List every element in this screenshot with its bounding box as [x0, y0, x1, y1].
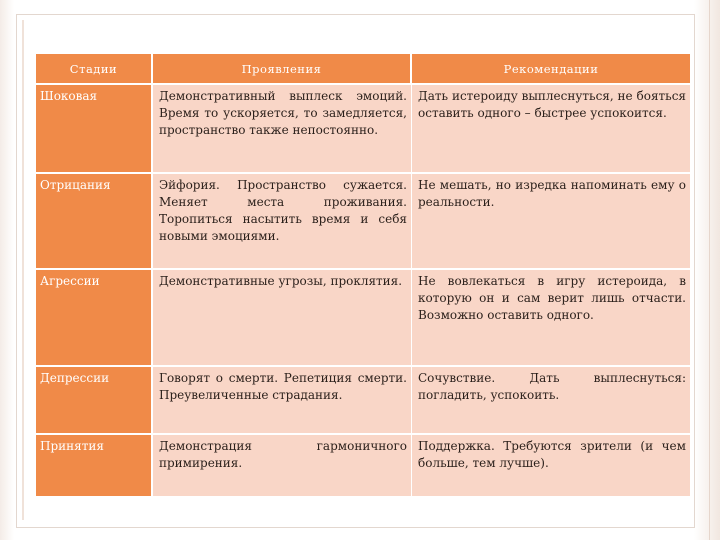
table-row [36, 85, 690, 174]
table-row [36, 174, 690, 270]
stage-cell: Принятия [36, 435, 153, 498]
header-recommendations: Рекомендации [412, 54, 690, 85]
recommendation-cell: Дать истероиду выплеснуться, не бояться оставить одного – быстрее успокоится. [412, 85, 690, 174]
left-frame-decoration [0, 0, 14, 540]
recommendation-cell: Поддержка. Требуются зрители (и чем больше, тем лучше). [412, 435, 690, 498]
manifestation-cell: Говорят о смерти. Репетиция смерти. Преувеличенные страдания. [153, 367, 412, 435]
stage-cell: Депрессии [36, 367, 153, 435]
right-frame-line [709, 0, 710, 540]
table-row [36, 435, 690, 498]
right-frame-decoration [694, 0, 720, 540]
manifestation-cell: Демонстрация гармоничного примирения. [153, 435, 412, 498]
header-stages: Стадии [36, 54, 153, 85]
stage-cell: Агрессии [36, 270, 153, 367]
table-row [36, 367, 690, 435]
stage-cell: Отрицания [36, 174, 153, 270]
manifestation-cell: Демонстративные угрозы, проклятия. [153, 270, 412, 367]
decorative-vertical-line [22, 20, 24, 520]
recommendation-cell: Не вовлекаться в игру истероида, в которую он и сам верит лишь отчасти. Возможно оставить одного. [412, 270, 690, 367]
header-manifestations: Проявления [153, 54, 412, 85]
manifestation-cell: Эйфория. Пространство сужается. Меняет места проживания. Торопиться насытить время и себя новыми эмоциями. [153, 174, 412, 270]
stage-cell: Шоковая [36, 85, 153, 174]
table-row [36, 270, 690, 367]
table-header-row [36, 54, 690, 85]
stages-table [36, 54, 690, 498]
recommendation-cell: Не мешать, но изредка напоминать ему о реальности. [412, 174, 690, 270]
manifestation-cell: Демонстративный выплеск эмоций. Время то ускоряется, то замедляется, пространство также непостоянно. [153, 85, 412, 174]
recommendation-cell: Сочувствие. Дать выплеснуться: погладить, успокоить. [412, 367, 690, 435]
